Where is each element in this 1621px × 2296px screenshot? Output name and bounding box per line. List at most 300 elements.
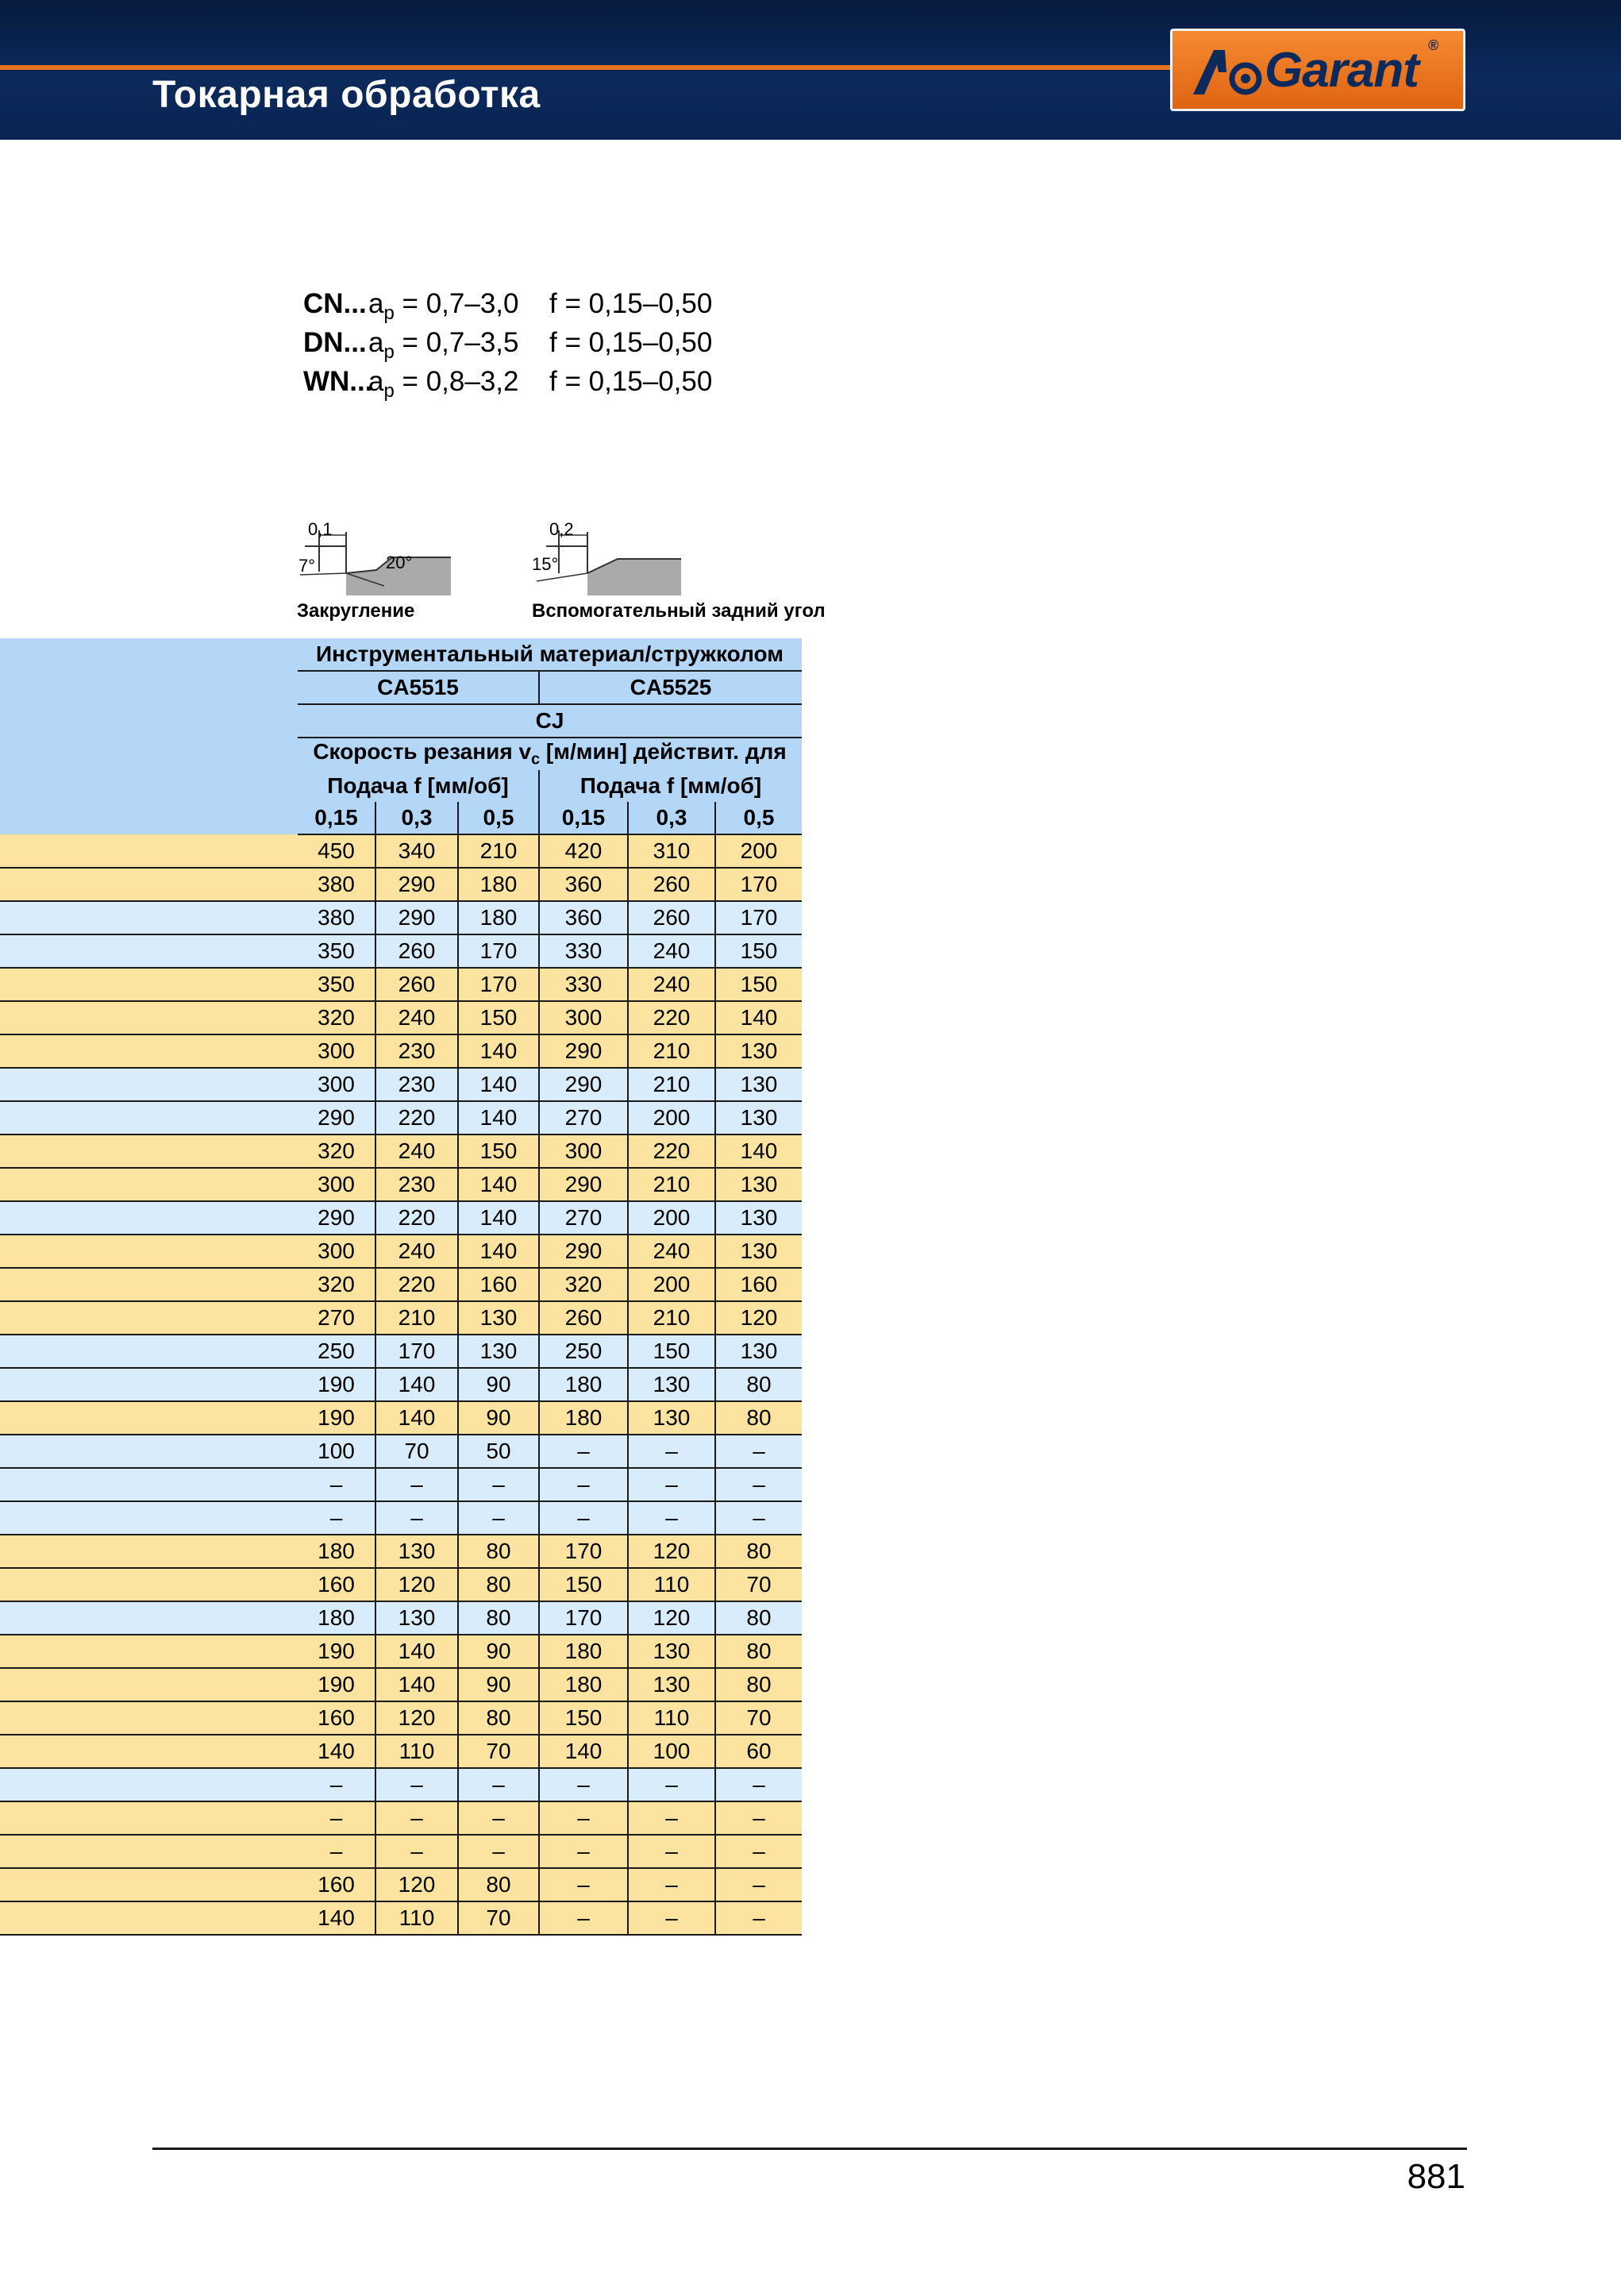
- rounding-angle-left-label: 7°: [298, 556, 316, 576]
- table-row: [0, 1435, 802, 1468]
- speed-value-cell: 180: [539, 1401, 628, 1435]
- speed-value-cell: 80: [458, 1535, 539, 1568]
- material-label-cell: [0, 1535, 298, 1568]
- material-label-cell: [0, 1868, 298, 1901]
- speed-value-cell: 140: [375, 1668, 458, 1701]
- speed-value-cell: 150: [715, 968, 802, 1001]
- feed-range: f = 0,15–0,50: [549, 366, 713, 397]
- speed-value-cell: 150: [458, 1135, 539, 1168]
- speed-value-cell: 210: [458, 834, 539, 868]
- material-label-cell: [0, 834, 298, 868]
- table-row: [0, 1201, 802, 1235]
- speed-value-cell: 130: [458, 1335, 539, 1368]
- material-label-cell: [0, 1435, 298, 1468]
- speed-subscript: c: [531, 750, 541, 769]
- speed-value-cell: 140: [458, 1168, 539, 1201]
- speed-value-cell: 240: [375, 1135, 458, 1168]
- speed-value-cell: 110: [375, 1901, 458, 1935]
- table-row: [0, 1901, 802, 1935]
- page-title: Токарная обработка: [152, 74, 541, 116]
- speed-value-cell: 170: [458, 968, 539, 1001]
- speed-value-cell: 380: [298, 868, 375, 901]
- speed-value-cell: 240: [375, 1235, 458, 1268]
- feed-header-1: Подача f [мм/об]: [298, 770, 539, 802]
- speed-value-cell: 240: [628, 968, 715, 1001]
- ap-label: a: [368, 366, 384, 397]
- speed-value-cell: –: [298, 1768, 375, 1801]
- speed-value-cell: 130: [375, 1535, 458, 1568]
- table-row: [0, 1268, 802, 1301]
- speed-value-cell: 300: [298, 1034, 375, 1068]
- speed-value-cell: 130: [715, 1168, 802, 1201]
- depth-of-cut: [368, 362, 519, 410]
- speed-value-cell: 210: [628, 1168, 715, 1201]
- material-label-cell: [0, 1635, 298, 1668]
- speed-value-cell: –: [715, 1901, 802, 1935]
- speed-value-cell: 110: [375, 1735, 458, 1768]
- speed-value-cell: 150: [539, 1701, 628, 1735]
- speed-value-cell: 120: [628, 1535, 715, 1568]
- speed-value-cell: 240: [628, 934, 715, 968]
- speed-value-cell: 100: [628, 1735, 715, 1768]
- row-label-column-header: [0, 638, 298, 834]
- table-header-main: Инструментальный материал/стружколом: [298, 638, 802, 671]
- rounding-caption: Закругление: [297, 600, 415, 622]
- table-row: [0, 1835, 802, 1868]
- speed-value-cell: 150: [715, 934, 802, 968]
- speed-value-cell: 210: [628, 1301, 715, 1335]
- material-label-cell: [0, 1368, 298, 1401]
- speed-value-cell: 140: [375, 1401, 458, 1435]
- speed-value-cell: –: [715, 1501, 802, 1535]
- speed-value-cell: 250: [298, 1335, 375, 1368]
- logo-figure-icon: [1190, 45, 1263, 98]
- speed-value-cell: –: [539, 1901, 628, 1935]
- speed-value-cell: 70: [715, 1568, 802, 1601]
- speed-value-cell: 240: [628, 1235, 715, 1268]
- speed-value-cell: 140: [458, 1068, 539, 1101]
- material-label-cell: [0, 901, 298, 934]
- speed-value-cell: –: [539, 1501, 628, 1535]
- speed-value-cell: 130: [628, 1401, 715, 1435]
- speed-value-cell: 190: [298, 1401, 375, 1435]
- speed-value-cell: 230: [375, 1068, 458, 1101]
- speed-value-cell: 300: [298, 1068, 375, 1101]
- speed-value-cell: –: [628, 1768, 715, 1801]
- feed-value-header: 0,15: [298, 802, 375, 834]
- header-accent-line: [0, 65, 1175, 70]
- speed-header: [298, 738, 802, 770]
- material-label-cell: [0, 1135, 298, 1168]
- speed-value-cell: 150: [628, 1335, 715, 1368]
- speed-value-cell: 160: [298, 1568, 375, 1601]
- speed-value-cell: 260: [375, 968, 458, 1001]
- table-row: [0, 1668, 802, 1701]
- speed-value-cell: 90: [458, 1635, 539, 1668]
- table-row: [0, 1735, 802, 1768]
- speed-value-cell: 240: [375, 1001, 458, 1034]
- speed-value-cell: 120: [715, 1301, 802, 1335]
- speed-value-cell: 300: [539, 1135, 628, 1168]
- material-label-cell: [0, 1768, 298, 1801]
- speed-value-cell: 140: [375, 1635, 458, 1668]
- speed-value-cell: 80: [715, 1601, 802, 1635]
- logo-registered-mark: ®: [1428, 37, 1439, 53]
- insert-code: WN...: [303, 366, 373, 397]
- speed-value-cell: 360: [539, 868, 628, 901]
- speed-value-cell: 220: [628, 1001, 715, 1034]
- speed-value-cell: 80: [715, 1635, 802, 1668]
- speed-value-cell: 140: [715, 1135, 802, 1168]
- speed-value-cell: –: [458, 1801, 539, 1835]
- speed-value-cell: 80: [715, 1535, 802, 1568]
- table-row: [0, 1568, 802, 1601]
- material-label-cell: [0, 1335, 298, 1368]
- footer-rule: [152, 2148, 1467, 2150]
- speed-value-cell: –: [715, 1801, 802, 1835]
- table-row: [0, 901, 802, 934]
- speed-value-cell: 310: [628, 834, 715, 868]
- speed-value-cell: –: [628, 1868, 715, 1901]
- speed-value-cell: –: [298, 1468, 375, 1501]
- speed-value-cell: 290: [539, 1068, 628, 1101]
- speed-value-cell: 140: [458, 1034, 539, 1068]
- chipbreaker-header: CJ: [298, 704, 802, 738]
- speed-value-cell: –: [539, 1835, 628, 1868]
- speed-value-cell: 80: [458, 1868, 539, 1901]
- speed-value-cell: 140: [715, 1001, 802, 1034]
- material-label-cell: [0, 1201, 298, 1235]
- grade-1-header: CA5515: [298, 671, 539, 704]
- speed-value-cell: –: [458, 1768, 539, 1801]
- material-label-cell: [0, 1735, 298, 1768]
- material-label-cell: [0, 1668, 298, 1701]
- speed-value-cell: 170: [715, 901, 802, 934]
- speed-value-cell: 260: [375, 934, 458, 968]
- speed-value-cell: –: [715, 1435, 802, 1468]
- speed-value-cell: 260: [539, 1301, 628, 1335]
- speed-value-cell: 170: [458, 934, 539, 968]
- material-label-cell: [0, 1301, 298, 1335]
- logo-wordmark: Garant: [1265, 43, 1419, 98]
- speed-value-cell: 290: [539, 1235, 628, 1268]
- speed-value-cell: –: [715, 1768, 802, 1801]
- speed-value-cell: –: [458, 1501, 539, 1535]
- speed-value-cell: 180: [539, 1368, 628, 1401]
- page-number: 881: [1407, 2157, 1465, 2196]
- speed-value-cell: –: [458, 1468, 539, 1501]
- material-label-cell: [0, 1468, 298, 1501]
- speed-label: Скорость резания v: [313, 739, 532, 765]
- speed-value-cell: –: [298, 1835, 375, 1868]
- ap-subscript: p: [383, 380, 395, 402]
- material-label-cell: [0, 1835, 298, 1868]
- speed-value-cell: 110: [628, 1568, 715, 1601]
- ap-label: a: [368, 327, 384, 358]
- speed-value-cell: 140: [458, 1235, 539, 1268]
- table-row: [0, 1034, 802, 1068]
- speed-value-cell: 230: [375, 1168, 458, 1201]
- speed-value-cell: 130: [628, 1368, 715, 1401]
- speed-value-cell: 70: [458, 1735, 539, 1768]
- table-row: [0, 1535, 802, 1568]
- feed-range: f = 0,15–0,50: [549, 327, 713, 358]
- garant-logo: [1170, 29, 1465, 111]
- table-row: [0, 1401, 802, 1435]
- speed-value-cell: 200: [628, 1101, 715, 1135]
- speed-value-cell: –: [375, 1768, 458, 1801]
- speed-value-cell: 60: [715, 1735, 802, 1768]
- material-label-cell: [0, 934, 298, 968]
- speed-value-cell: 160: [298, 1701, 375, 1735]
- speed-value-cell: 90: [458, 1368, 539, 1401]
- insert-parameters: [303, 284, 713, 402]
- material-label-cell: [0, 1568, 298, 1601]
- material-label-cell: [0, 868, 298, 901]
- material-label-cell: [0, 1801, 298, 1835]
- speed-value-cell: 130: [715, 1335, 802, 1368]
- speed-value-cell: 160: [298, 1868, 375, 1901]
- speed-value-cell: 300: [539, 1001, 628, 1034]
- speed-value-cell: –: [715, 1835, 802, 1868]
- speed-value-cell: –: [298, 1501, 375, 1535]
- speed-value-cell: 350: [298, 934, 375, 968]
- speed-value-cell: 180: [458, 868, 539, 901]
- table-row: [0, 1301, 802, 1335]
- table-row: [0, 1335, 802, 1368]
- table-row: [0, 1768, 802, 1801]
- speed-value-cell: 190: [298, 1668, 375, 1701]
- page-header: [0, 0, 1621, 140]
- feed-range: f = 0,15–0,50: [549, 288, 713, 319]
- speed-value-cell: –: [539, 1868, 628, 1901]
- speed-value-cell: 320: [298, 1268, 375, 1301]
- param-row: [303, 284, 713, 324]
- feed-value-header: 0,3: [375, 802, 458, 834]
- speed-value-cell: 90: [458, 1668, 539, 1701]
- speed-value-cell: 130: [715, 1101, 802, 1135]
- speed-value-cell: 130: [715, 1068, 802, 1101]
- table-row: [0, 1368, 802, 1401]
- speed-value-cell: 320: [298, 1135, 375, 1168]
- speed-value-cell: 70: [715, 1701, 802, 1735]
- speed-value-cell: –: [628, 1801, 715, 1835]
- speed-value-cell: 380: [298, 901, 375, 934]
- speed-value-cell: 180: [539, 1635, 628, 1668]
- speed-value-cell: 200: [715, 834, 802, 868]
- speed-value-cell: 270: [539, 1201, 628, 1235]
- param-row: [303, 323, 713, 363]
- material-label-cell: [0, 1001, 298, 1034]
- table-row: [0, 1468, 802, 1501]
- speed-value-cell: 190: [298, 1635, 375, 1668]
- table-row: [0, 1135, 802, 1168]
- table-row: [0, 1868, 802, 1901]
- speed-value-cell: 330: [539, 934, 628, 968]
- speed-value-cell: 70: [375, 1435, 458, 1468]
- material-label-cell: [0, 1701, 298, 1735]
- ap-value: = 0,8–3,2: [394, 366, 519, 397]
- table-row: [0, 1101, 802, 1135]
- speed-value-cell: 100: [298, 1435, 375, 1468]
- ap-label: a: [368, 288, 384, 319]
- speed-value-cell: 140: [539, 1735, 628, 1768]
- table-row: [0, 1235, 802, 1268]
- speed-value-cell: 120: [375, 1701, 458, 1735]
- speed-value-cell: 150: [458, 1001, 539, 1034]
- rounding-diagram: [297, 519, 456, 622]
- feed-value-header: 0,5: [715, 802, 802, 834]
- table-row: [0, 1701, 802, 1735]
- speed-value-cell: 130: [458, 1301, 539, 1335]
- ap-value: = 0,7–3,5: [394, 327, 519, 358]
- cutting-speed-table: [0, 638, 802, 1936]
- table-row: [0, 1168, 802, 1201]
- speed-value-cell: 80: [458, 1701, 539, 1735]
- speed-value-cell: –: [628, 1468, 715, 1501]
- speed-value-cell: –: [458, 1835, 539, 1868]
- speed-value-cell: 350: [298, 968, 375, 1001]
- speed-value-cell: 230: [375, 1034, 458, 1068]
- speed-value-cell: 70: [458, 1901, 539, 1935]
- speed-value-cell: 450: [298, 834, 375, 868]
- speed-value-cell: 290: [375, 901, 458, 934]
- speed-value-cell: 170: [715, 868, 802, 901]
- speed-value-cell: 160: [715, 1268, 802, 1301]
- speed-value-cell: 130: [628, 1635, 715, 1668]
- speed-value-cell: –: [539, 1435, 628, 1468]
- speed-value-cell: 220: [375, 1268, 458, 1301]
- speed-value-cell: 130: [715, 1235, 802, 1268]
- feed-header-2: Подача f [мм/об]: [539, 770, 802, 802]
- feed-value-header: 0,3: [628, 802, 715, 834]
- speed-value-cell: 160: [458, 1268, 539, 1301]
- speed-value-cell: 130: [628, 1668, 715, 1701]
- speed-value-cell: –: [539, 1801, 628, 1835]
- speed-value-cell: 270: [298, 1301, 375, 1335]
- speed-value-cell: 120: [628, 1601, 715, 1635]
- material-label-cell: [0, 1101, 298, 1135]
- clearance-caption: Вспомогательный задний угол: [532, 600, 826, 622]
- material-label-cell: [0, 1268, 298, 1301]
- speed-value-cell: 180: [458, 901, 539, 934]
- ap-subscript: p: [383, 302, 395, 324]
- speed-value-cell: 290: [539, 1034, 628, 1068]
- speed-value-cell: –: [375, 1835, 458, 1868]
- speed-value-cell: –: [539, 1468, 628, 1501]
- speed-value-cell: 170: [375, 1335, 458, 1368]
- table-row: [0, 1001, 802, 1034]
- speed-value-cell: –: [375, 1501, 458, 1535]
- speed-value-cell: 170: [539, 1535, 628, 1568]
- table-row: [0, 868, 802, 901]
- table-row: [0, 1635, 802, 1668]
- speed-value-cell: –: [375, 1468, 458, 1501]
- speed-value-cell: 200: [628, 1268, 715, 1301]
- clearance-width-label: 0,2: [549, 519, 574, 539]
- speed-value-cell: 120: [375, 1568, 458, 1601]
- speed-value-cell: 320: [298, 1001, 375, 1034]
- material-label-cell: [0, 1235, 298, 1268]
- speed-value-cell: 80: [715, 1368, 802, 1401]
- speed-value-cell: –: [628, 1435, 715, 1468]
- speed-value-cell: 320: [539, 1268, 628, 1301]
- clearance-angle-label: 15°: [532, 554, 559, 574]
- feed-value-header: 0,5: [458, 802, 539, 834]
- speed-value-cell: 140: [458, 1201, 539, 1235]
- speed-value-cell: 180: [298, 1535, 375, 1568]
- feed-value-header: 0,15: [539, 802, 628, 834]
- speed-value-cell: 140: [458, 1101, 539, 1135]
- speed-value-cell: 300: [298, 1235, 375, 1268]
- insert-code: DN...: [303, 327, 367, 358]
- speed-value-cell: 50: [458, 1435, 539, 1468]
- material-label-cell: [0, 1901, 298, 1935]
- table-row: [0, 968, 802, 1001]
- speed-value-cell: –: [298, 1801, 375, 1835]
- speed-value-cell: 270: [539, 1101, 628, 1135]
- material-label-cell: [0, 1168, 298, 1201]
- param-row: [303, 362, 713, 402]
- grade-2-header: CA5525: [539, 671, 802, 704]
- material-label-cell: [0, 1401, 298, 1435]
- speed-value-cell: 290: [375, 868, 458, 901]
- speed-value-cell: 90: [458, 1401, 539, 1435]
- ap-subscript: p: [383, 341, 395, 363]
- speed-value-cell: 190: [298, 1368, 375, 1401]
- speed-value-cell: 140: [375, 1368, 458, 1401]
- speed-value-cell: –: [715, 1468, 802, 1501]
- speed-value-cell: 290: [298, 1201, 375, 1235]
- speed-value-cell: 260: [628, 901, 715, 934]
- table-row: [0, 1068, 802, 1101]
- speed-value-cell: –: [628, 1501, 715, 1535]
- speed-value-cell: 210: [375, 1301, 458, 1335]
- speed-value-cell: 140: [298, 1735, 375, 1768]
- speed-value-cell: 80: [715, 1668, 802, 1701]
- speed-value-cell: 260: [628, 868, 715, 901]
- clearance-diagram: [530, 519, 826, 622]
- speed-value-cell: 330: [539, 968, 628, 1001]
- speed-value-cell: 80: [458, 1568, 539, 1601]
- speed-value-cell: 220: [375, 1201, 458, 1235]
- speed-label-rest: [м/мин] действит. для: [540, 739, 787, 765]
- speed-value-cell: 80: [458, 1601, 539, 1635]
- speed-value-cell: 220: [628, 1135, 715, 1168]
- ap-value: = 0,7–3,0: [394, 288, 519, 319]
- material-label-cell: [0, 1501, 298, 1535]
- speed-value-cell: –: [715, 1868, 802, 1901]
- material-label-cell: [0, 1034, 298, 1068]
- table-row: [0, 1601, 802, 1635]
- speed-value-cell: 130: [715, 1034, 802, 1068]
- speed-value-cell: 150: [539, 1568, 628, 1601]
- speed-value-cell: 110: [628, 1701, 715, 1735]
- table-row: [0, 934, 802, 968]
- speed-value-cell: 140: [298, 1901, 375, 1935]
- speed-value-cell: 130: [715, 1201, 802, 1235]
- table-row: [0, 1501, 802, 1535]
- speed-value-cell: 180: [539, 1668, 628, 1701]
- speed-value-cell: –: [628, 1901, 715, 1935]
- table-row: [0, 834, 802, 868]
- speed-value-cell: 80: [715, 1401, 802, 1435]
- speed-value-cell: 210: [628, 1068, 715, 1101]
- speed-value-cell: 420: [539, 834, 628, 868]
- speed-value-cell: 210: [628, 1034, 715, 1068]
- table-row: [0, 1801, 802, 1835]
- speed-value-cell: 290: [298, 1101, 375, 1135]
